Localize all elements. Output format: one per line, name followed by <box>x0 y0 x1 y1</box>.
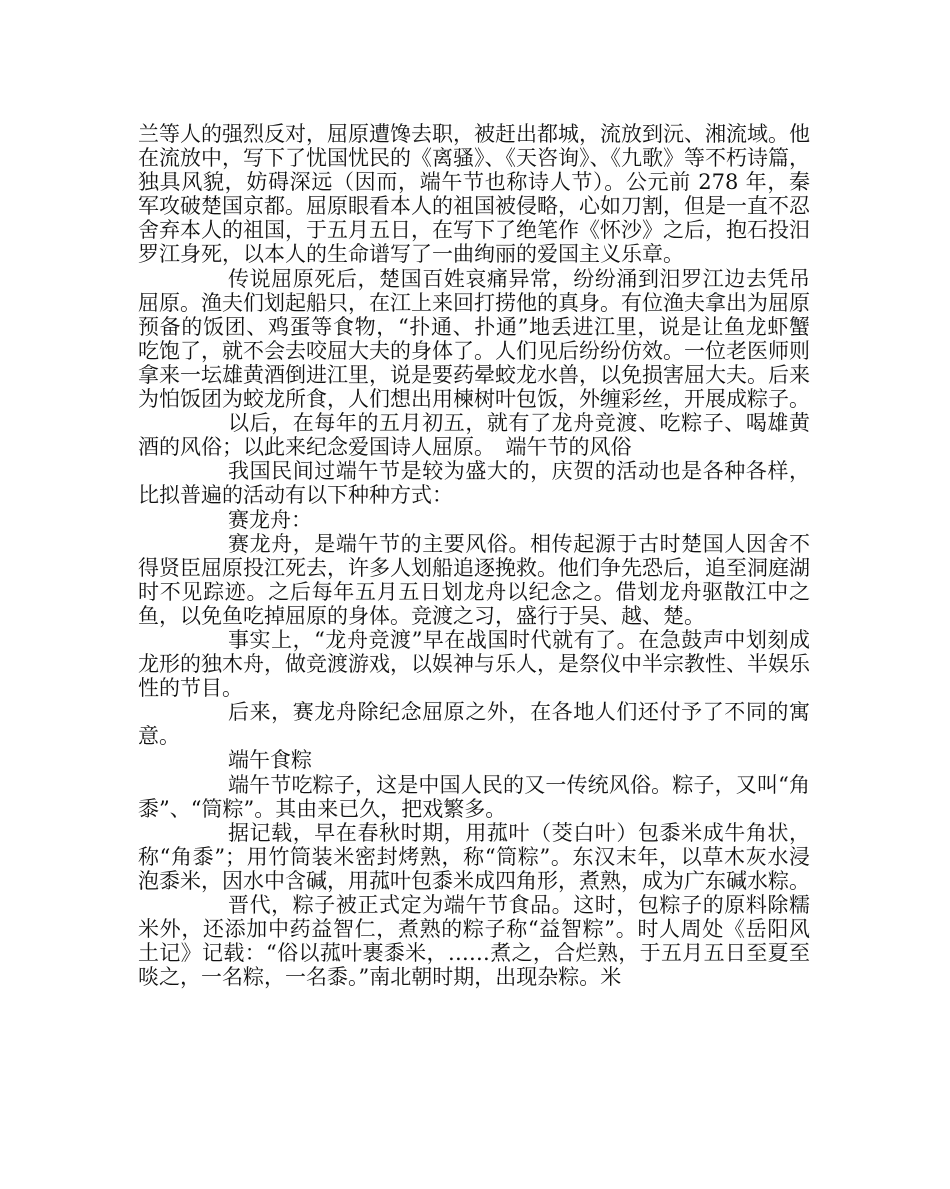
paragraph: 兰等人的强烈反对，屈原遭馋去职，被赶出都城，流放到沅、湘流域。他在流放中，写下了忧国忧民的《离骚》、《天咨询》、《九歌》等不朽诗篇，独具风貌，妨碍深远（因而，端午节也称诗人节）。公元前 278 年，秦军攻破楚国京都。屈原眼看本人的祖国被侵略，心如刀割，但是一直不忍舍弃本人的祖国，于五月五日，在写下了绝笔作《怀沙》之后，抱石投汨罗江身死，以本人的生命谱写了一曲绚丽的爱国主义乐章。 <box>138 122 810 267</box>
paragraph: 赛龙舟，是端午节的主要风俗。相传起源于古时楚国人因舍不得贤臣屈原投江死去，许多人划船追逐挽救。他们争先恐后，追至洞庭湖时不见踪迹。之后每年五月五日划龙舟以纪念之。借划龙舟驱散江中之鱼，以免鱼吃掉屈原的身体。竞渡之习，盛行于吴、越、楚。 <box>138 531 810 628</box>
paragraph: 传说屈原死后，楚国百姓哀痛异常，纷纷涌到汨罗江边去凭吊屈原。渔夫们划起船只，在江上来回打捞他的真身。有位渔夫拿出为屈原预备的饭团、鸡蛋等食物，“扑通、扑通”地丢进江里，说是让鱼龙虾蟹吃饱了，就不会去咬屈大夫的身体了。人们见后纷纷仿效。一位老医师则拿来一坛雄黄酒倒进江里，说是要药晕蛟龙水兽，以免损害屈大夫。后来为怕饭团为蛟龙所食，人们想出用楝树叶包饭，外缠彩丝，开展成粽子。 <box>138 266 810 412</box>
paragraph: 晋代，粽子被正式定为端午节食品。这时，包粽子的原料除糯米外，还添加中药益智仁，煮熟的粽子称“益智粽”。时人周处《岳阳风土记》记载：“俗以菰叶裹黍米，……煮之，合烂熟，于五月五日至夏至啖之，一名粽，一名黍。”南北朝时期，出现杂粽。米 <box>138 893 810 990</box>
paragraph: 以后，在每年的五月初五，就有了龙舟竞渡、吃粽子、喝雄黄酒的风俗；以此来纪念爱国诗人屈原。 端午节的风俗 <box>138 411 810 460</box>
paragraph: 我国民间过端午节是较为盛大的，庆贺的活动也是各种各样，比拟普遍的活动有以下种种方式： <box>138 459 810 508</box>
section-heading: 端午食粽 <box>228 748 312 773</box>
paragraph: 据记载，早在春秋时期，用菰叶（茭白叶）包黍米成牛角状，称“角黍”；用竹筒装米密封烤熟，称“筒粽”。东汉末年，以草木灰水浸泡黍米，因水中含碱，用菰叶包黍米成四角形，煮熟，成为广东碱水粽。 <box>138 820 810 893</box>
document-body <box>138 122 810 989</box>
paragraph: 后来，赛龙舟除纪念屈原之外，在各地人们还付予了不同的寓意。 <box>138 700 810 749</box>
paragraph: 端午节吃粽子，这是中国人民的又一传统风俗。粽子，又叫“角黍”、“筒粽”。其由来已久，把戏繁多。 <box>138 772 810 821</box>
paragraph: 事实上，“龙舟竞渡”早在战国时代就有了。在急鼓声中划刻成龙形的独木舟，做竞渡游戏，以娱神与乐人，是祭仪中半宗教性、半娱乐性的节目。 <box>138 627 810 701</box>
section-heading: 赛龙舟： <box>228 507 312 532</box>
